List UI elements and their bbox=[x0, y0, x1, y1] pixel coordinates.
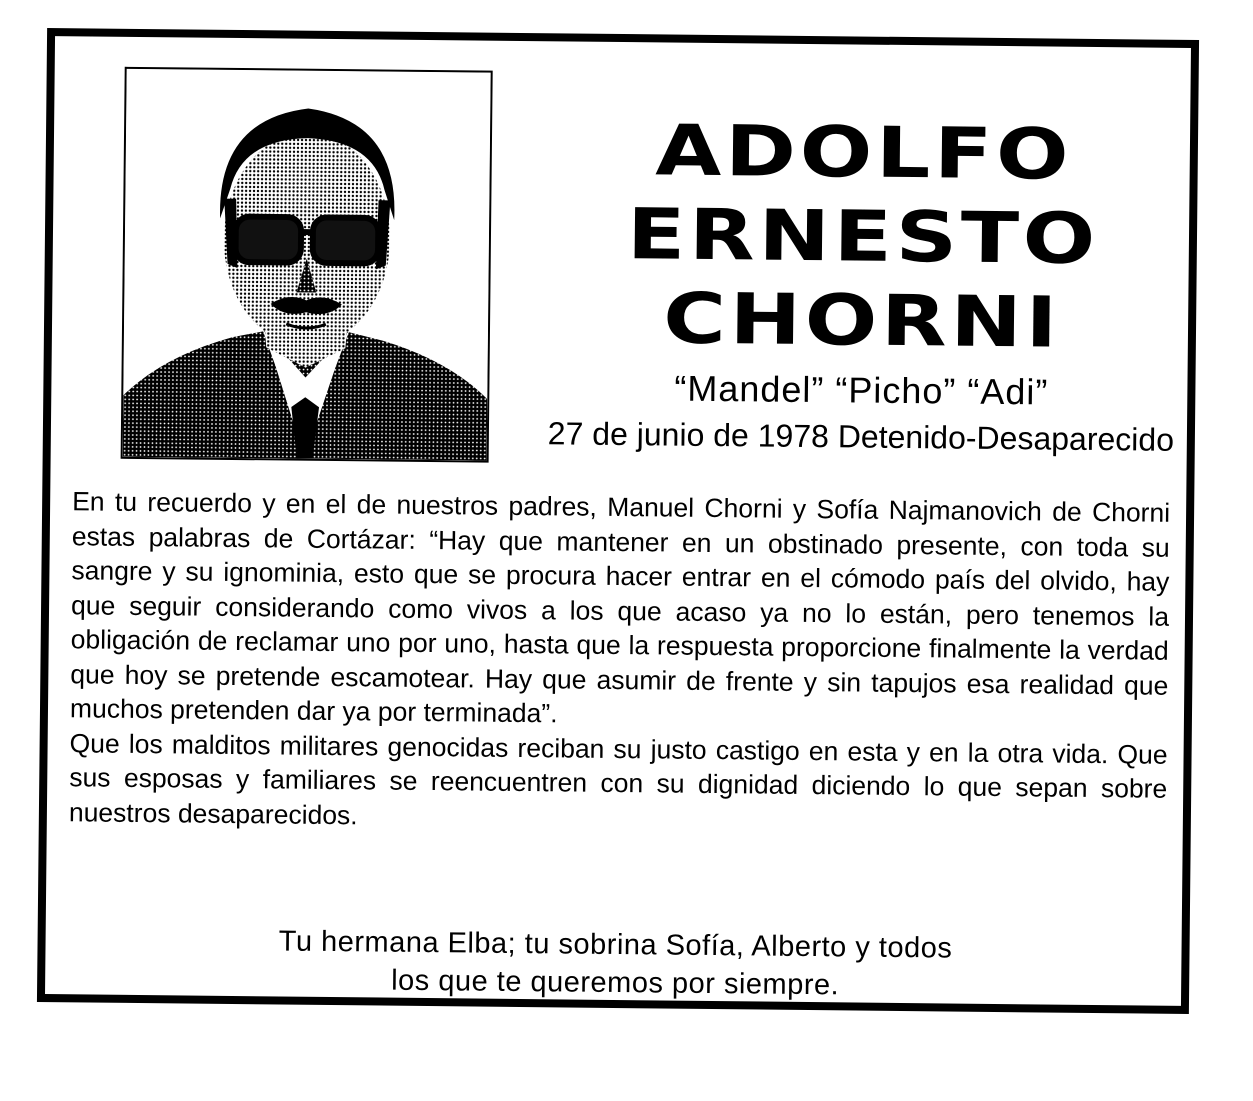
middle-name: ERNESTO bbox=[626, 193, 1100, 281]
person-name bbox=[532, 107, 1195, 366]
portrait-photo bbox=[121, 67, 493, 463]
body-paragraph-2: Que los malditos militares genocidas reciban su justo castigo en esta y en la otra vida. Que sus esposas y familiares se reencuentren con su dignidad diciendo lo que sepan sobre nuestros desaparecidos. bbox=[68, 727, 1168, 830]
signature-line-1: Tu hermana Elba; tu sobrina Sofía, Alberto y todos bbox=[278, 925, 953, 965]
memorial-notice bbox=[37, 28, 1199, 1014]
last-name: CHORNI bbox=[662, 277, 1062, 364]
signature bbox=[105, 921, 1126, 1008]
memorial-body bbox=[69, 484, 1171, 840]
first-name: ADOLFO bbox=[655, 109, 1073, 196]
signature-line-2: los que te queremos por siempre. bbox=[391, 964, 840, 1002]
body-paragraph-1: En tu recuerdo y en el de nuestros padres, Manuel Chorni y Sofía Najmanovich de Chorni estas palabras de Cortázar: “Hay que mantener en un obstinado presente, con toda su sangre y su ignominia, esto que se procura hacer entrar en el cómodo país del olvido, hay que seguir considerando como vivos a los que acaso ya no lo están, pero tenemos la obligación de reclamar uno por uno, hasta que la respuesta proporcione finalmente la verdad que hoy se pretende escamotear. Hay que asumir de frente y sin tapujos esa realidad que muchos pretenden dar ya por terminada”. bbox=[69, 486, 1171, 729]
date-status: 27 de junio de 1978 Detenido-Desaparecido bbox=[547, 415, 1175, 458]
aliases: “Mandel” “Picho” “Adi” bbox=[674, 367, 1049, 413]
